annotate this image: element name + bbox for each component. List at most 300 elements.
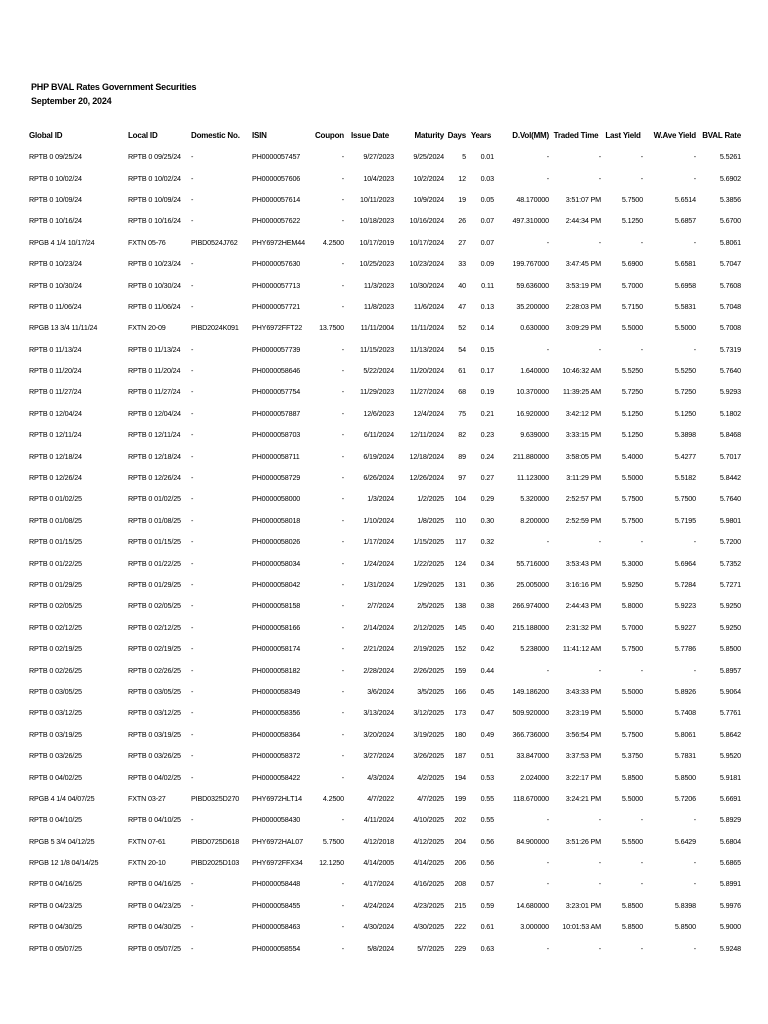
table-cell: 5.8500 (621, 772, 643, 782)
table-cell: 0.17 (480, 366, 494, 376)
table-cell: 0.63 (480, 943, 494, 953)
table-cell: 5/7/2025 (417, 943, 444, 953)
table-cell: 35.200000 (516, 301, 549, 311)
table-cell: - (191, 194, 194, 204)
table-cell: 3/6/2024 (367, 686, 394, 696)
table-cell: 5.8061 (674, 729, 696, 739)
table-cell: 2/12/2025 (413, 622, 444, 632)
table-body (28, 146, 742, 959)
table-cell: - (341, 729, 344, 739)
table-cell: 3:09:29 PM (565, 323, 601, 333)
table-cell: 0.27 (480, 473, 494, 483)
table-cell: PHY6972HAL07 (252, 836, 303, 846)
table-cell: 5.5250 (621, 366, 643, 376)
table-cell: RPTB 0 11/06/24 (29, 301, 82, 311)
table-cell: 0.630000 (520, 323, 549, 333)
table-cell: - (341, 408, 344, 418)
table-cell: 0.07 (480, 216, 494, 226)
table-cell: RPTB 0 02/19/25 (128, 644, 181, 654)
table-cell: 5.1250 (621, 216, 643, 226)
table-cell: 47 (458, 301, 466, 311)
table-cell: 166 (454, 686, 466, 696)
table-cell: 5.7408 (674, 708, 696, 718)
table-cell: - (191, 558, 194, 568)
table-cell: - (191, 216, 194, 226)
table-cell: 0.45 (480, 686, 494, 696)
table-cell: - (546, 665, 549, 675)
table-cell: RPTB 0 11/06/24 (128, 301, 181, 311)
table-cell: RPTB 0 01/22/25 (128, 558, 181, 568)
table-row (28, 895, 742, 916)
table-cell: - (598, 943, 601, 953)
table-cell: - (191, 473, 194, 483)
table-cell: PIBD0725D618 (191, 836, 240, 846)
table-cell: PH0000058448 (252, 879, 301, 889)
table-cell: 5.7284 (674, 580, 696, 589)
table-cell: - (341, 301, 344, 311)
table-cell: RPTB 0 12/18/24 (128, 451, 181, 461)
table-cell: 4/12/2018 (363, 836, 394, 846)
table-cell: 5.5000 (621, 708, 643, 718)
table-cell: RPTB 0 04/30/25 (29, 922, 82, 932)
table-cell: RPGB 5 3/4 04/12/25 (29, 836, 95, 846)
table-row (28, 574, 742, 595)
table-cell: 5.7500 (322, 836, 344, 846)
table-cell: RPTB 0 11/20/24 (128, 366, 181, 376)
table-cell: 202 (454, 815, 466, 825)
table-cell: 1/24/2024 (363, 558, 394, 568)
table-cell: RPTB 0 03/12/25 (128, 708, 181, 718)
table-cell: 0.57 (480, 879, 494, 889)
table-cell: - (546, 344, 549, 354)
table-cell: - (341, 558, 344, 568)
table-cell: 118.670000 (513, 793, 549, 803)
table-cell: - (546, 858, 549, 868)
table-cell: - (341, 451, 344, 461)
table-cell: 5.9250 (719, 622, 741, 632)
table-cell: 5 (462, 152, 466, 162)
table-row (28, 531, 742, 552)
table-cell: 5.6700 (719, 216, 741, 226)
table-cell: 3:37:53 PM (565, 751, 601, 761)
table-cell: PHY6972FFT22 (252, 323, 303, 333)
table-cell: 5.8500 (719, 644, 741, 654)
table-cell: FXTN 20-10 (128, 858, 166, 868)
table-cell: 5.9293 (719, 387, 741, 397)
table-cell: 9/27/2023 (363, 152, 394, 162)
table-cell: - (191, 729, 194, 739)
table-cell: - (341, 772, 344, 782)
table-cell: - (546, 237, 549, 247)
table-cell: - (640, 879, 643, 889)
table-cell: - (191, 751, 194, 761)
table-row (28, 167, 742, 188)
table-row (28, 724, 742, 745)
table-cell: - (640, 858, 643, 868)
table-cell: 3:58:05 PM (565, 451, 601, 461)
table-cell: 5.8929 (719, 815, 741, 825)
table-cell: 0.11 (481, 280, 494, 290)
table-cell: 6/11/2024 (363, 430, 394, 440)
table-cell: PH0000058174 (252, 644, 301, 654)
table-cell: - (341, 601, 344, 611)
table-cell: RPTB 0 03/19/25 (128, 729, 181, 739)
table-cell: RPTB 0 10/09/24 (128, 194, 181, 204)
table-cell: 5.9181 (719, 772, 741, 782)
table-cell: 3/19/2025 (413, 729, 444, 739)
table-cell: 4.2500 (322, 793, 344, 803)
table-cell: 0.44 (480, 665, 494, 675)
table-cell: RPTB 0 04/30/25 (128, 922, 181, 932)
table-cell: RPTB 0 01/15/25 (128, 537, 181, 547)
table-cell: 5.8500 (621, 900, 643, 910)
table-cell: - (546, 152, 549, 162)
table-cell: - (341, 216, 344, 226)
table-cell: - (341, 494, 344, 504)
table-cell: 12/6/2023 (363, 408, 394, 418)
table-cell: RPTB 0 02/05/25 (29, 601, 82, 611)
table-cell: 13.7500 (319, 323, 344, 333)
table-row (28, 274, 742, 295)
table-cell: 3:53:43 PM (565, 558, 601, 568)
table-cell: 5.9250 (621, 580, 643, 589)
table-cell: RPTB 0 04/10/25 (128, 815, 181, 825)
table-cell: - (546, 173, 549, 183)
table-cell: 0.55 (480, 793, 494, 803)
table-cell: 3:51:26 PM (565, 836, 601, 846)
table-cell: PH0000057887 (252, 408, 301, 418)
table-cell: - (341, 815, 344, 825)
table-cell: 5.6964 (674, 558, 696, 568)
table-cell: - (341, 686, 344, 696)
table-cell: - (191, 259, 194, 269)
table-cell: 3:11:29 PM (566, 473, 601, 483)
table-cell: RPTB 0 05/07/25 (128, 943, 181, 953)
table-cell: RPTB 0 03/19/25 (29, 729, 82, 739)
table-cell: 5.7047 (719, 259, 741, 269)
table-cell: RPTB 0 01/02/25 (29, 494, 82, 504)
table-cell: 25.005000 (516, 580, 549, 589)
table-cell: 12/18/2024 (409, 451, 444, 461)
table-row (28, 552, 742, 573)
column-header: Maturity (414, 130, 444, 140)
table-cell: - (598, 879, 601, 889)
table-cell: 75 (458, 408, 466, 418)
table-cell: 5.7206 (674, 793, 696, 803)
table-cell: - (191, 879, 194, 889)
column-header: Issue Date (350, 130, 390, 140)
table-cell: 0.30 (480, 515, 494, 525)
table-cell: - (693, 537, 696, 547)
table-cell: 2:28:03 PM (565, 301, 601, 311)
table-cell: 5.6958 (674, 280, 696, 290)
table-cell: 1/10/2024 (363, 515, 394, 525)
table-cell: PH0000057754 (252, 387, 301, 397)
table-cell: 9/25/2024 (413, 152, 444, 162)
column-header: Traded Time (553, 130, 599, 140)
table-cell: 5.7200 (719, 537, 741, 547)
table-cell: 5.8468 (719, 430, 741, 440)
table-cell: PH0000058166 (252, 622, 301, 632)
table-cell: 10/23/2024 (409, 259, 444, 269)
table-cell: 2/7/2024 (367, 601, 394, 611)
table-row (28, 424, 742, 445)
table-cell: PH0000058729 (252, 473, 301, 483)
table-cell: 5.7000 (621, 622, 643, 632)
table-cell: 5.6429 (674, 836, 696, 846)
table-cell: PH0000058430 (252, 815, 301, 825)
table-cell: PH0000058711 (252, 451, 300, 461)
table-cell: 124 (454, 558, 466, 568)
table-cell: RPGB 4 1/4 04/07/25 (29, 793, 95, 803)
table-cell: - (546, 879, 549, 889)
table-cell: 5.9976 (719, 900, 741, 910)
table-cell: RPTB 0 02/12/25 (128, 622, 181, 632)
table-cell: 10:46:32 AM (562, 366, 601, 376)
table-cell: 5.7271 (719, 580, 741, 589)
table-cell: PH0000058000 (252, 494, 301, 504)
table-cell: 9.639000 (520, 430, 549, 440)
table-cell: RPTB 0 12/04/24 (128, 408, 181, 418)
table-cell: 2:52:57 PM (565, 494, 601, 504)
table-cell: 5.238000 (520, 644, 549, 654)
table-cell: 5.9801 (719, 515, 741, 525)
table-cell: 215 (454, 900, 466, 910)
table-cell: FXTN 05-76 (128, 237, 166, 247)
table-cell: RPTB 0 05/07/25 (29, 943, 82, 953)
table-cell: - (191, 900, 194, 910)
table-cell: 4/7/2025 (417, 793, 444, 803)
table-cell: 206 (454, 858, 466, 868)
table-cell: 5.6865 (719, 858, 741, 868)
table-cell: RPTB 0 11/13/24 (128, 344, 181, 354)
table-cell: - (191, 408, 194, 418)
table-cell: - (546, 537, 549, 547)
table-cell: 4/14/2005 (363, 858, 394, 868)
table-cell: 3.000000 (520, 922, 549, 932)
table-cell: 5.9064 (719, 686, 741, 696)
table-cell: 0.53 (480, 772, 494, 782)
table-cell: 3/26/2025 (413, 751, 444, 761)
table-cell: - (191, 494, 194, 504)
table-cell: 11/20/2024 (410, 366, 444, 376)
table-cell: 3:22:17 PM (565, 772, 601, 782)
table-cell: 5.9223 (674, 601, 696, 611)
column-header: W.Ave Yield (653, 130, 696, 140)
table-cell: 5.5500 (621, 836, 643, 846)
table-cell: RPTB 0 04/16/25 (29, 879, 82, 889)
table-cell: - (693, 173, 696, 183)
table-cell: 5/8/2024 (367, 943, 394, 953)
table-row (28, 210, 742, 231)
table-cell: 5.5000 (621, 323, 643, 333)
table-cell: 5.9227 (674, 622, 696, 632)
table-cell: 138 (454, 601, 466, 611)
table-cell: - (341, 580, 344, 589)
table-cell: - (191, 686, 194, 696)
table-row (28, 659, 742, 680)
table-cell: 52 (458, 323, 466, 333)
table-row (28, 488, 742, 509)
table-cell: 2/19/2025 (413, 644, 444, 654)
table-cell: PHY6972FFX34 (252, 858, 303, 868)
table-cell: RPTB 0 01/29/25 (29, 580, 82, 589)
table-cell: 131 (454, 580, 466, 589)
table-cell: - (191, 622, 194, 632)
table-cell: - (693, 152, 696, 162)
table-cell: 0.05 (480, 194, 494, 204)
table-cell: RPTB 0 04/23/25 (128, 900, 181, 910)
table-cell: - (191, 301, 194, 311)
table-cell: PH0000058182 (252, 665, 301, 675)
table-row (28, 809, 742, 830)
table-cell: 19 (458, 194, 466, 204)
table-cell: RPTB 0 01/08/25 (128, 515, 181, 525)
table-cell: 5.8000 (621, 601, 643, 611)
table-cell: RPTB 0 04/02/25 (29, 772, 82, 782)
table-cell: RPTB 0 01/08/25 (29, 515, 82, 525)
table-cell: 12.1250 (319, 858, 344, 868)
table-cell: 0.13 (480, 301, 494, 311)
table-cell: 84.900000 (516, 836, 549, 846)
table-cell: - (191, 943, 194, 953)
table-header-row (28, 124, 742, 146)
table-cell: 5.9250 (719, 601, 741, 611)
table-cell: PH0000057614 (252, 194, 301, 204)
table-cell: RPTB 0 12/11/24 (29, 430, 82, 440)
table-cell: 2/26/2025 (413, 665, 444, 675)
table-cell: 0.61 (480, 922, 494, 932)
table-cell: PH0000057630 (252, 259, 301, 269)
table-cell: RPGB 4 1/4 10/17/24 (29, 237, 95, 247)
table-cell: 4/24/2024 (363, 900, 394, 910)
table-cell: 12/11/2024 (410, 430, 444, 440)
table-cell: PH0000058158 (252, 601, 301, 611)
table-cell: 5.4000 (621, 451, 643, 461)
table-row (28, 360, 742, 381)
table-cell: 187 (454, 751, 466, 761)
column-header: Coupon (314, 130, 344, 140)
bval-rates-table (28, 124, 742, 959)
table-cell: 48.170000 (516, 194, 549, 204)
table-cell: 5.8061 (719, 237, 741, 247)
table-cell: PH0000058463 (252, 922, 301, 932)
table-cell: 10/18/2023 (359, 216, 394, 226)
table-cell: RPTB 0 01/22/25 (29, 558, 82, 568)
table-cell: PHY6972HEM44 (252, 237, 305, 247)
table-cell: - (693, 237, 696, 247)
table-cell: 110 (454, 515, 466, 525)
table-cell: 5.6857 (674, 216, 696, 226)
table-row (28, 916, 742, 937)
table-cell: 5.5000 (621, 473, 643, 483)
table-cell: 16.920000 (516, 408, 549, 418)
table-cell: - (693, 344, 696, 354)
table-cell: 5.6581 (674, 259, 696, 269)
table-cell: 0.14 (480, 323, 494, 333)
table-cell: 1/8/2025 (417, 515, 444, 525)
table-cell: 2:31:32 PM (565, 622, 601, 632)
table-row (28, 253, 742, 274)
table-cell: RPTB 0 04/23/25 (29, 900, 82, 910)
table-cell: 0.19 (480, 387, 494, 397)
table-cell: 5.7250 (674, 387, 696, 397)
table-cell: 4.2500 (322, 237, 344, 247)
table-cell: PH0000058372 (252, 751, 301, 761)
table-cell: 3:33:15 PM (565, 430, 601, 440)
table-row (28, 510, 742, 531)
table-row (28, 745, 742, 766)
table-cell: RPTB 0 10/16/24 (29, 216, 82, 226)
table-cell: 2.024000 (520, 772, 549, 782)
table-cell: RPTB 0 12/18/24 (29, 451, 82, 461)
table-cell: - (191, 665, 194, 675)
table-cell: - (640, 344, 643, 354)
table-cell: 5.9248 (719, 943, 741, 953)
table-cell: 0.23 (480, 430, 494, 440)
table-row (28, 638, 742, 659)
table-cell: PH0000058042 (252, 580, 301, 589)
table-cell: 4/23/2025 (413, 900, 444, 910)
table-cell: 10/25/2023 (359, 259, 394, 269)
table-cell: 5.6804 (719, 836, 741, 846)
table-cell: 0.01 (480, 152, 494, 162)
table-cell: 5.6902 (719, 173, 741, 183)
table-cell: 5.1250 (674, 408, 696, 418)
table-cell: 208 (454, 879, 466, 889)
table-cell: 11/15/2023 (360, 344, 394, 354)
table-row (28, 381, 742, 402)
table-cell: - (341, 194, 344, 204)
table-cell: RPTB 0 01/29/25 (128, 580, 181, 589)
table-cell: PH0000058364 (252, 729, 301, 739)
table-cell: 5.7831 (674, 751, 696, 761)
table-cell: 5.7250 (621, 387, 643, 397)
table-cell: 5.6691 (719, 793, 741, 803)
column-header: BVAL Rate (702, 130, 741, 140)
table-cell: 10/30/2024 (409, 280, 444, 290)
table-cell: 5.7500 (674, 494, 696, 504)
table-cell: RPTB 0 10/16/24 (128, 216, 181, 226)
table-cell: 5.7500 (621, 644, 643, 654)
table-cell: 5.5000 (674, 323, 696, 333)
table-row (28, 296, 742, 317)
table-cell: - (191, 430, 194, 440)
table-cell: 5.8442 (719, 473, 741, 483)
table-cell: RPTB 0 12/11/24 (128, 430, 181, 440)
table-cell: PH0000058422 (252, 772, 301, 782)
table-cell: 5.5261 (719, 152, 741, 162)
table-cell: RPTB 0 02/05/25 (128, 601, 181, 611)
table-cell: 4/3/2024 (367, 772, 394, 782)
table-cell: 159 (454, 665, 466, 675)
table-row (28, 766, 742, 787)
table-cell: - (640, 665, 643, 675)
table-cell: 3/27/2024 (363, 751, 394, 761)
table-cell: 3:24:21 PM (565, 793, 601, 803)
table-cell: - (191, 922, 194, 932)
table-cell: RPTB 0 02/26/25 (128, 665, 181, 675)
table-cell: - (341, 900, 344, 910)
table-cell: 8.200000 (520, 515, 549, 525)
table-cell: 11/13/2024 (410, 344, 444, 354)
table-cell: 3:43:33 PM (565, 686, 601, 696)
table-cell: 0.49 (480, 729, 494, 739)
table-cell: - (191, 815, 194, 825)
table-cell: - (341, 751, 344, 761)
table-cell: 5.3856 (719, 194, 741, 204)
table-cell: 5.7048 (719, 301, 741, 311)
